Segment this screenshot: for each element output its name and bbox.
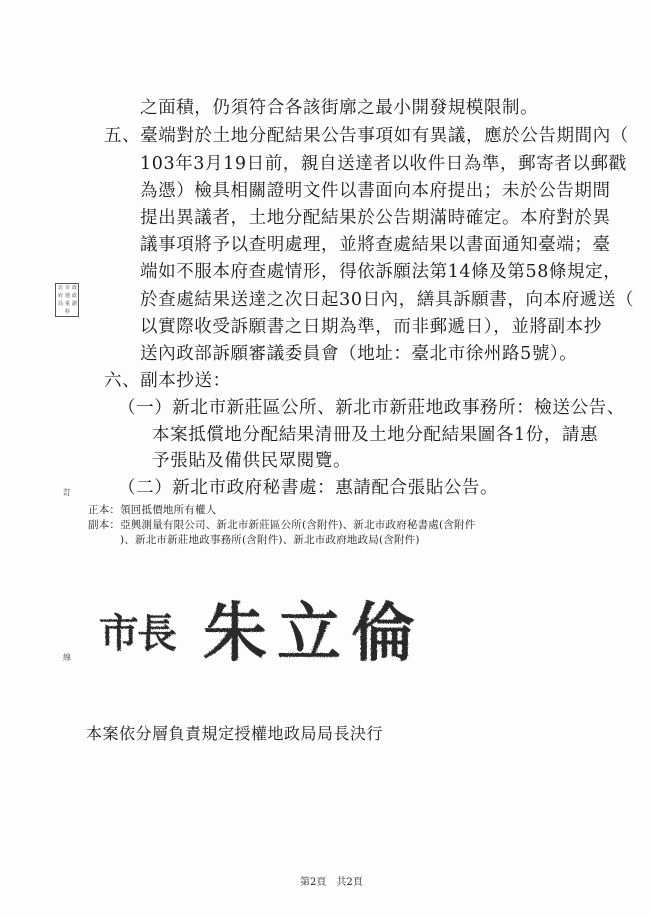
mayor-signature-seal (95, 585, 435, 675)
body-line-9: 以實際收受訴願書之日期為準，而非郵遞日），並將副本抄 (140, 317, 602, 337)
body-line-3: 103年3月19日前，親自送達者以收件日為準，郵寄者以郵戳 (140, 154, 627, 174)
copy-item-1-line-3: 予張貼及備供民眾閱覽。 (152, 451, 352, 471)
signature-title: 市長 (99, 610, 175, 657)
copy-item-2: （二）新北市政府秘書處：惠請配合張貼公告。 (118, 478, 499, 498)
copy-recipients-line-1: 副本：亞興測量有限公司、新北市新莊區公所(含附件)、新北市政府秘書處(含附件 (88, 519, 476, 531)
page-number: 第2頁 共2頁 (300, 877, 363, 888)
body-line-6: 議事項將予以查明處理，並將查處結果以書面通知臺端；臺 (140, 235, 611, 255)
body-line-10: 送內政部訴願審議委員會（地址：臺北市徐州路5號）。 (140, 344, 578, 364)
body-line-7: 端如不服本府查處情形，得依訴願法第14條及第58條規定， (140, 262, 622, 282)
copy-item-1-line-2: 本案抵償地分配結果清冊及土地分配結果圖各1份，請惠 (152, 425, 599, 445)
body-line-4: 為憑）檢具相關證明文件以書面向本府提出；未於公告期間 (140, 181, 611, 201)
binding-mark-bottom: 線 (63, 653, 71, 662)
body-line-1: 之面積，仍須符合各該街廓之最小開發規模限制。 (140, 98, 539, 118)
copy-item-1-line-1: （一）新北市新莊區公所、新北市新莊地政事務所：檢送公告、 (118, 398, 625, 418)
binding-mark-top: 訂 (63, 488, 71, 497)
signature-name: 朱立倫 (203, 596, 425, 671)
section-6-heading: 六、副本抄送： (104, 371, 231, 391)
body-line-5: 提出異議者，土地分配結果於公告期滿時確定。本府對於異 (140, 208, 611, 228)
copy-recipients-line-2: )、新北市新莊地政事務所(含附件)、新北市政府地政局(含附件) (120, 534, 420, 546)
body-line-8: 於查處結果送達之次日起30日內，繕具訴願書，向本府遞送（ (140, 290, 635, 310)
original-recipient: 正本：領回抵價地所有權人 (88, 504, 217, 516)
delegation-note: 本案依分層負責規定授權地政局局長決行 (86, 724, 384, 743)
office-seal-stamp: 北 市 政 府 地 政 局 重 劃 科 (55, 283, 79, 317)
section-5-heading-line: 五、臺端對於土地分配結果公告事項如有異議，應於公告期間內（ (104, 126, 629, 146)
